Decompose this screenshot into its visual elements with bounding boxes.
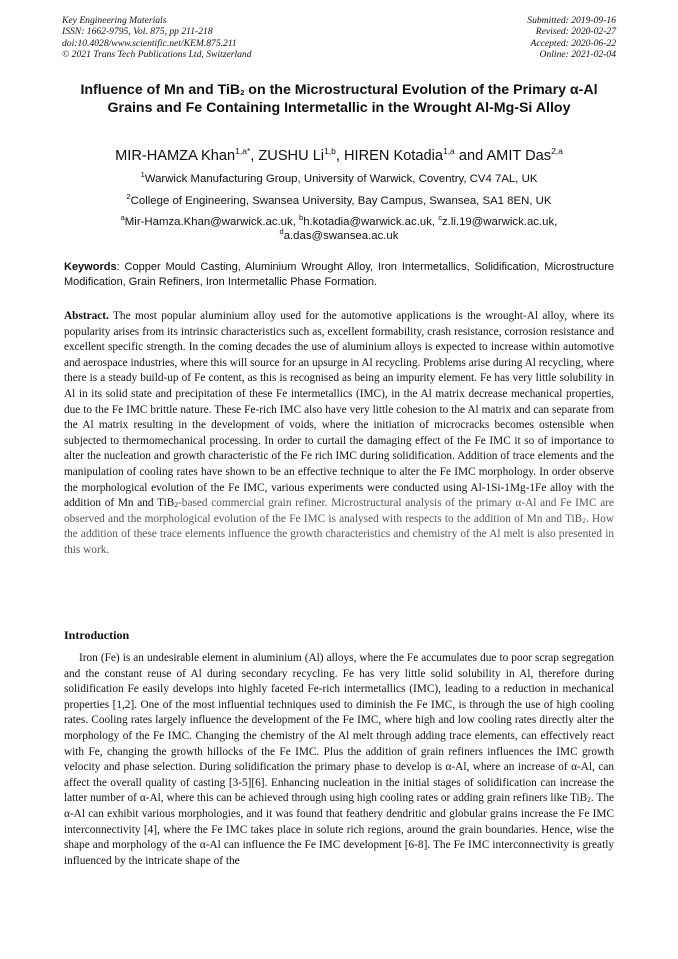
affiliation-text: Warwick Manufacturing Group, University of Warwick, Coventry, CV4 7AL, UK <box>144 172 538 185</box>
email-mark: c <box>438 213 442 222</box>
author-name: and AMIT Das <box>454 147 552 164</box>
affiliation-mark: 2 <box>126 192 131 201</box>
author-affiliation-mark: 1,b <box>324 146 336 156</box>
journal-name: Key Engineering Materials <box>62 15 167 26</box>
abstract-text: . How the addition of these trace elements influence the growth characteristics and chemistry of the Al melt is also presented in this work. <box>64 512 614 556</box>
submitted-date: Submitted: 2019-09-16 <box>527 15 616 26</box>
email-mark: d <box>279 227 284 236</box>
revised-date: Revised: 2020-02-27 <box>535 26 616 38</box>
abstract-subscript: 2 <box>582 515 586 525</box>
author-affiliation-mark: 1,a <box>442 146 455 156</box>
affiliation-text: College of Engineering, Swansea University, Bay Campus, Swansea, SA1 8EN, UK <box>130 194 552 207</box>
keywords-paragraph <box>64 260 614 291</box>
section-heading: Introduction <box>64 628 130 642</box>
abstract-text: The most popular aluminium alloy used for the automotive applications is the wrought-Al alloy, where its popularity arises from its intrinsic characteristics such as, excellent formability, crash resistance, corrosion resistance and excellent specific strength. In the coming decades the use of aluminium alloys is expected to increase within automotive and aerospace industries, where this will source for an upsurge in Al recycling. Problems arise during Al recycling, where there is a steady build-up of Fe content, as this is recognised as being an impurity element. Fe has very little solubility in Al in its solid state and precipitation of these Fe intermetallics (IMC), in the Al matrix decrease mechanical properties, due to the Fe IMC brittle nature. These Fe-rich IMC also have very little cohesion to the Al matrix and can separate from the Al matrix resulting in the development of voids, where the initiation of microcracks becomes ostensible when subjected to thermomechanical processing. In order to curtail the damaging effect of the Fe IMC it so of importance to alter the nucleation and growth characteristic of the Fe rich IMC during solidification. Addition of trace elements and the manipulation of cooling rates have shown to be an effective technique to alter the Fe IMC morphology. In order observe the morphological evolution of the Fe IMC, various experiments were conducted using Al-1Si-1Mg-1Fe alloy with the addition of Mn and TiB <box>64 310 614 510</box>
abstract-label: Abstract. <box>64 310 109 322</box>
author-list <box>40 142 638 165</box>
keywords-text: : Copper Mould Casting, Aluminium Wrought Alloy, Iron Intermetallics, Solidification, Microstructure Modification, Grain Refiners, Iron Intermetallic Phase Formation. <box>64 261 614 289</box>
introduction-paragraph <box>64 651 614 869</box>
author-name: , HIREN Kotadia <box>335 147 443 164</box>
email-link[interactable]: Mir-Hamza.Khan@warwick.ac.uk, <box>124 215 300 228</box>
copyright-line: © 2021 Trans Tech Publications Ltd, Switzerland <box>62 49 252 61</box>
paper-title <box>60 81 618 117</box>
abstract-text: -based commercial grain refiner. Microstructural analysis of the primary α-Al and Fe IMC are observed and the morphological evolution of the Fe IMC is analysed with respects to the addition of Mn and TiB <box>64 497 614 525</box>
journal-info <box>62 15 252 61</box>
author-name: MIR-HAMZA Khan <box>115 147 236 164</box>
introduction-subscript: 2 <box>587 795 591 805</box>
email-link[interactable]: a.das@swansea.ac.uk <box>283 229 399 242</box>
author-name: , ZUSHU Li <box>250 147 325 164</box>
email-link[interactable]: h.kotadia@warwick.ac.uk, <box>303 215 439 228</box>
affiliation-mark: 1 <box>140 170 145 179</box>
affiliation-1 <box>40 168 638 186</box>
email-link[interactable]: z.li.19@warwick.ac.uk, <box>441 215 558 228</box>
doi-line[interactable]: doi:10.4028/www.scientific.net/KEM.875.211 <box>62 37 237 49</box>
introduction-text: Iron (Fe) is an undesirable element in aluminium (Al) alloys, where the Fe accumulates due to poor scrap segregation and the constant reuse of Al during secondary recycling. Fe has very little solid solubility in Al, therefore during solidification Fe easily develops into highly faceted Fe-rich intermetallics (IMC), leading to a reduction in mechanical properties [1,2]. One of the most influential techniques used to diminish the Fe IMC, is through the use of high cooling rates. Cooling rates largely influence the development of the Fe IMC, where high and low cooling rates directly alter the morphology of the Fe IMC. Changing the chemistry of the Al melt through adding trace elements, can effectively react with Fe, changing the growth hillocks of the Fe IMC. Plus the addition of grain refiners influences the IMC growth velocity and phase selection. During solidification the primary phase to develop is α-Al, where an increase of α-Al, can affect the overall quality of casting [3-5][6]. Enhancing nucleation in the initial stages of solidification can increase the latter number of α-Al, where this can be achieved through using high cooling rates or adding grain refiners like TiB <box>64 652 614 805</box>
keywords-label: Keywords <box>64 261 117 273</box>
abstract-subscript: 2 <box>174 500 179 510</box>
author-affiliation-mark: 1,a* <box>235 146 251 156</box>
introduction-text: . The α-Al can exhibit various morphologies, and it was found that feathery dendritic and globular grains increase the Fe IMC interconnectivity [4], where the Fe IMC takes place in solute rich regions, around the grain boundaries. Hence, wise the shape and morphology of the α-Al can influence the Fe IMC development [6-8]. The Fe IMC interconnectivity is greatly influenced by the intricate shape of the <box>64 792 614 867</box>
affiliation-2 <box>40 190 638 208</box>
author-affiliation-mark: 2,a <box>551 146 563 156</box>
title-part-1: Influence of Mn and TiB <box>80 82 241 98</box>
title-part-2: on the Microstructural Evolution of the Primary α-Al Grains and Fe Containing Intermetallic in the Wrought Al-Mg-Si Alloy <box>107 82 598 117</box>
online-date: Online: 2021-02-04 <box>539 49 616 61</box>
accepted-date: Accepted: 2020-06-22 <box>530 37 616 49</box>
issn-line: ISSN: 1662-9795, Vol. 875, pp 211-218 <box>62 26 213 38</box>
email-line-2 <box>40 225 638 243</box>
abstract-paragraph <box>64 309 614 559</box>
email-mark: a <box>120 213 125 222</box>
title-subscript: 2 <box>240 88 245 97</box>
publication-dates <box>527 15 616 61</box>
email-mark: b <box>299 213 304 222</box>
